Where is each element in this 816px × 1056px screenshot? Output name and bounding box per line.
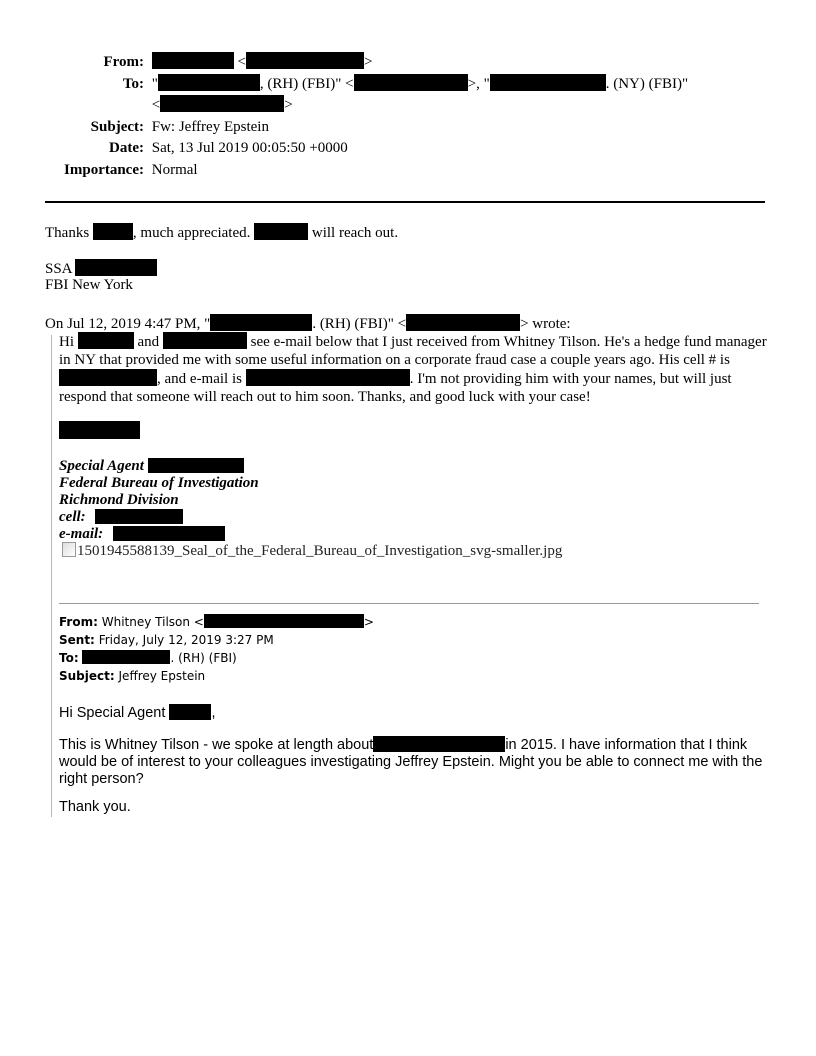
- header-importance-row: [0, 160, 688, 182]
- subject-label: Subject:: [90, 118, 144, 135]
- agent-signature: Special Agent Federal Bureau of Investigation Richmond Division cell: e-mail:: [59, 458, 259, 542]
- redaction: [204, 614, 364, 628]
- redaction: [148, 458, 244, 473]
- header-to-row-2: < >: [151, 97, 293, 113]
- header-divider: [45, 201, 765, 203]
- redaction: [163, 332, 247, 349]
- reply-signature-office: FBI New York: [45, 277, 133, 293]
- subject-value: Fw: Jeffrey Epstein: [151, 118, 269, 135]
- redaction: [75, 259, 157, 276]
- reply-signature-title: SSA: [45, 259, 157, 278]
- quoted-body: Hi and see e-mail below that I just received from Whitney Tilson. He's a hedge fund manager in NY that provided me with some useful information on a corporate fraud case a couple years ago. His cell # is , and e-mail is . I'm not providing him with your names, but will just respond that someone will reach out to him soon. Thanks, and good luck with your case!: [59, 334, 767, 405]
- quote-bar: [51, 335, 52, 817]
- redaction: [246, 369, 410, 386]
- forwarded-greeting: Hi Special Agent ,: [59, 705, 216, 721]
- header-subject-row: [0, 117, 688, 139]
- redaction: [82, 650, 170, 664]
- to-ny-text: . (NY) (FBI)": [605, 75, 689, 92]
- to-separator: >, ": [467, 75, 490, 92]
- date-label: Date:: [109, 140, 144, 156]
- redaction: [354, 74, 468, 91]
- header-date-row: [0, 138, 688, 160]
- redaction: [160, 95, 284, 112]
- redaction: [254, 223, 308, 240]
- redaction: [210, 314, 312, 331]
- to-rh-text: , (RH) (FBI)" <: [259, 75, 354, 92]
- quoted-intro: On Jul 12, 2019 4:47 PM, " . (RH) (FBI)" < > wrote:: [45, 316, 571, 332]
- forwarded-closing: Thank you.: [59, 799, 131, 815]
- header-from-row: From: < >: [0, 52, 688, 74]
- redaction: [78, 332, 134, 349]
- importance-value: Normal: [151, 161, 198, 178]
- email-header: [0, 52, 688, 181]
- fbi-seal-image: 1501945588139_Seal_of_the_Federal_Bureau_of_Investigation_svg-smaller.jpg: [62, 542, 562, 560]
- redaction: [490, 74, 606, 91]
- header-to-row: To: " , (RH) (FBI)" < >, " . (NY) (FBI)": [0, 74, 688, 96]
- reply-thanks: Thanks , much appreciated. will reach out.: [45, 225, 399, 241]
- redaction: [169, 704, 211, 720]
- redaction: [95, 509, 183, 524]
- redaction: [93, 223, 133, 240]
- forward-divider: [59, 603, 759, 604]
- forwarded-header: From: Whitney Tilson < > Sent: Friday, July 12, 2019 3:27 PM To: . (RH) (FBI) Subject: Jeffrey Epstein: [59, 615, 374, 683]
- redaction: [406, 314, 520, 331]
- to-label: To:: [122, 75, 144, 92]
- from-label: From:: [103, 54, 144, 70]
- redaction: [373, 736, 505, 752]
- redaction: [152, 52, 234, 69]
- forwarded-body: This is Whitney Tilson - we spoke at length about in 2015. I have information that I think would be of interest to your colleagues investigating Jeffrey Epstein. Might you be able to connect me with the right person?: [59, 737, 763, 787]
- signature-bureau: Federal Bureau of Investigation: [59, 475, 259, 491]
- redaction: [158, 74, 260, 91]
- date-value: Sat, 13 Jul 2019 00:05:50 +0000: [151, 140, 348, 156]
- signature-division: Richmond Division: [59, 492, 179, 508]
- redaction: [246, 52, 364, 69]
- redaction: [59, 369, 157, 386]
- broken-image-icon: [62, 542, 76, 557]
- importance-label: Importance:: [64, 161, 144, 178]
- redaction: [59, 421, 140, 439]
- redaction: [113, 526, 225, 541]
